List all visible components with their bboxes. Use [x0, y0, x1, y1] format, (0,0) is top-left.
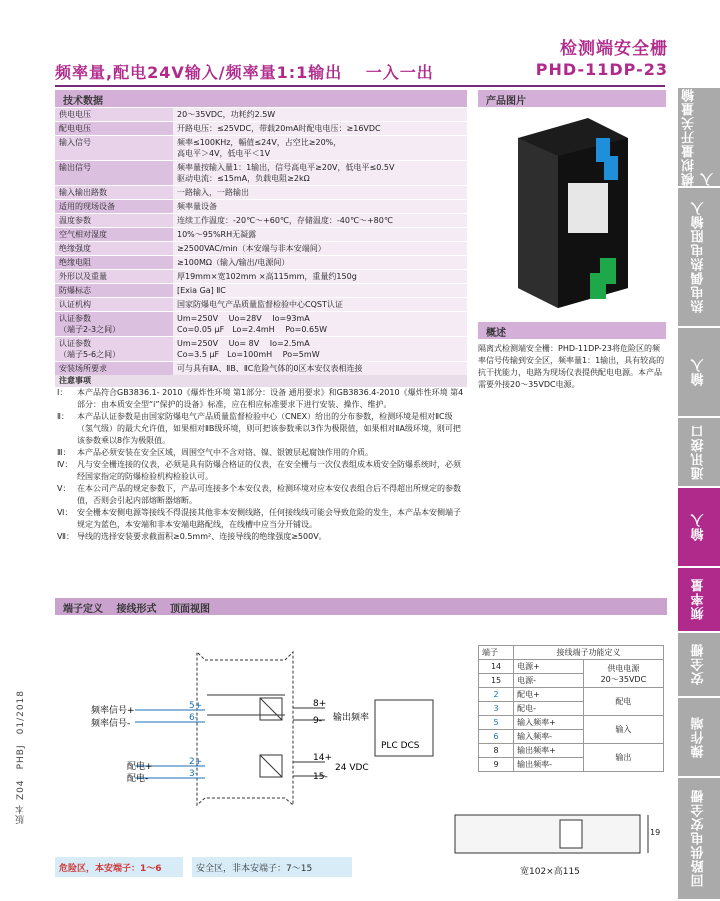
spec-value: 一路输入，一路输出 [173, 186, 467, 200]
diag-pd2: 配电- [127, 774, 149, 784]
hazardous-zone-note: 危险区，本安端子：1～6 [55, 857, 183, 877]
spec-row [55, 242, 467, 256]
term-no: 9 [479, 758, 514, 772]
spec-row [55, 161, 467, 186]
term-no: 5 [479, 716, 514, 730]
side-tab[interactable]: 热电偶热电阻输入 [678, 188, 720, 326]
spec-value: Um=250V Uo= 8V Io=2.5mA Co=3.5 μF Lo=100mH Po=5mW [173, 337, 467, 362]
spec-row [55, 312, 467, 337]
diag-out: 输出频率 [333, 713, 370, 723]
term-no: 14 [479, 660, 514, 674]
diag-t15: 15- [313, 772, 328, 782]
spec-key: 供电电压 [55, 108, 173, 122]
product-subtitle: 频率量,配电24V输入/频率量1:1输出 一入一出 [55, 63, 434, 82]
notes-heading: 注意事项 [55, 375, 467, 387]
note-number: Ⅶ： [57, 532, 74, 541]
note-number: Ⅴ： [57, 484, 71, 493]
diag-vdc: 24 VDC [335, 763, 369, 773]
spec-key: 适用的现场设备 [55, 200, 173, 214]
diag-t9: 9- [313, 716, 322, 726]
wiring-diagram [55, 640, 475, 850]
spec-key: 输入信号 [55, 136, 173, 161]
note-text: 本产品认证参数是由国家防爆电气产品质量监督检验中心（CNEX）给出的分布参数，检测环境是相对ⅡC级（氢气级）的最大允许值，如果相对ⅡB级环境，则可把该参数乘以3作为极限值，如果相对ⅡA级环境，则可把该参数乘以8作为极限值。 [77, 412, 461, 445]
term-no: 15 [479, 674, 514, 688]
spec-key: 温度参数 [55, 214, 173, 228]
term-func: 电源- [514, 674, 584, 688]
diag-t5: 5+ [189, 701, 203, 711]
spec-key: 绝缘电阻 [55, 256, 173, 270]
spec-row [55, 284, 467, 298]
spec-value: ≥2500VAC/min（本安端与非本安端间） [173, 242, 467, 256]
diag-t3: 3- [189, 769, 198, 779]
spec-row [55, 298, 467, 312]
category-title: 检测端安全栅 [560, 39, 668, 59]
spec-table [55, 108, 467, 376]
overview-header: 概述 [478, 322, 666, 339]
tech-data-header: 技术数据 [55, 90, 467, 107]
spec-value: 频率≤100KHz，幅值≤24V，占空比≥20%， 高电平＞4V，低电平＜1V [173, 136, 467, 161]
terminal-section-header: 端子定义 接线形式 顶面视图 [55, 598, 667, 615]
note-number: Ⅲ： [57, 448, 71, 457]
safe-zone-note: 安全区，非本安端子：7～15 [192, 857, 352, 877]
spec-value: 20～35VDC，功耗约2.5W [173, 108, 467, 122]
spec-value: Um=250V Uo=28V Io=93mA Co=0.05 μF Lo=2.4mH Po=0.65W [173, 312, 467, 337]
spec-value: 连续工作温度：-20℃～+60℃，存储温度：-40℃～+80℃ [173, 214, 467, 228]
spec-key: 认证参数 （端子5-6之间） [55, 337, 173, 362]
spec-row [55, 362, 467, 376]
side-tab[interactable]: 模拟量开关量输入 [678, 88, 720, 186]
terminal-table [478, 645, 664, 772]
term-func: 输入频率+ [514, 716, 584, 730]
spec-value: 频率量按输入量1：1输出，信号高电平≥20V，低电平≤0.5V 驱动电流：≤15mA，负载电阻≥2kΩ [173, 161, 467, 186]
note-item [55, 507, 467, 531]
note-item [55, 483, 467, 507]
spec-row [55, 108, 467, 122]
note-item [55, 411, 467, 447]
note-number: Ⅰ： [57, 388, 68, 397]
note-number: Ⅵ： [57, 508, 73, 517]
side-tab[interactable]: 频率量 [678, 568, 720, 631]
note-text: 本产品必须安装在安全区域，周围空气中不含对铬、镍、银镀层起腐蚀作用的介质。 [77, 448, 373, 457]
spec-key: 认证机构 [55, 298, 173, 312]
term-group: 供电电源 20～35VDC [583, 660, 663, 688]
term-no: 8 [479, 744, 514, 758]
note-text: 导线的选择安装要求截面积≥0.5mm²、连接导线的绝缘强度≥500V。 [77, 532, 327, 541]
product-image [478, 108, 666, 316]
note-text: 本产品符合GB3836.1- 2010《爆炸性环境 第1部分：设备 通用要求》和GB3836.4-2010《爆炸性环境 第4部分：由本质安全型“i”保护的设备》标准，应在相应标准要求下进行安装、操作、维护。 [77, 388, 464, 409]
spec-value: 开路电压：≤25VDC，带载20mA时配电电压：≥16VDC [173, 122, 467, 136]
product-image-header: 产品图片 [478, 90, 666, 107]
note-text: 安全栅本安侧电源等接线不得混接其他非本安侧线路，任何接线线可能会导致危险的发生，本产品本安侧端子规定为蓝色，本安端和非本安端电路配线，在线槽中应当分开铺设。 [77, 508, 461, 529]
spec-value: [Exia Ga] ⅡC [173, 284, 467, 298]
spec-row [55, 337, 467, 362]
side-tab[interactable]: 回路供电安全栅 [678, 778, 720, 899]
spec-key: 空气相对湿度 [55, 228, 173, 242]
spec-value: 10%～95%RH无凝露 [173, 228, 467, 242]
spec-key: 配电电压 [55, 122, 173, 136]
overview-text: 隔离式检测端安全栅：PHD-11DP-23将危险区的频率信号传输到安全区，频率量1：1输出，具有较高的抗干扰能力，电路为现场仪表提供配电电源。本产品需要外接20～35VDC电源。 [478, 344, 665, 389]
term-no: 6 [479, 730, 514, 744]
spec-value: 频率量设备 [173, 200, 467, 214]
spec-key: 认证参数 （端子2-3之间） [55, 312, 173, 337]
spec-key: 输出信号 [55, 161, 173, 186]
term-no: 3 [479, 702, 514, 716]
spec-key: 绝缘强度 [55, 242, 173, 256]
term-group: 输入 [583, 716, 663, 744]
note-item [55, 459, 467, 483]
note-number: Ⅳ： [57, 460, 73, 469]
diag-pd1: 配电+ [127, 762, 153, 772]
note-number: Ⅱ： [57, 412, 69, 421]
term-func: 输出频率+ [514, 744, 584, 758]
diag-t14: 14+ [313, 753, 332, 763]
side-tabs [678, 88, 720, 901]
note-text: 凡与安全栅连接的仪表，必须是具有防爆合格证的仪表，在安全栅与一次仪表组成本质安全防爆系统时，必须经国家指定的防爆检验机构检验认可。 [77, 460, 461, 481]
note-item [55, 531, 467, 543]
side-tab[interactable]: 操作端 [678, 698, 720, 776]
term-no: 2 [479, 688, 514, 702]
term-func: 输入频率- [514, 730, 584, 744]
side-tab[interactable]: 输入 [678, 328, 720, 416]
dimensions-label: 宽102×高115 [520, 867, 580, 877]
side-tab[interactable]: 输入 [678, 488, 720, 566]
spec-row [55, 122, 467, 136]
term-group: 配电 [583, 688, 663, 716]
spec-value: ≥100MΩ（输入/输出/电源间） [173, 256, 467, 270]
term-head: 接线端子功能定义 [514, 646, 664, 660]
note-item [55, 447, 467, 459]
diag-plc: PLC DCS [381, 741, 420, 751]
spec-row [55, 186, 467, 200]
spec-row [55, 270, 467, 284]
note-text: 在本公司产品的规定参数下，产品可连接多个本安仪表，检测环境对应本安仪表组合后不得超出所规定的参数值，否则会引起内部熔断器熔断。 [77, 484, 461, 505]
term-func: 配电- [514, 702, 584, 716]
term-func: 输出频率- [514, 758, 584, 772]
diag-t6: 6- [189, 713, 198, 723]
notes-section [55, 375, 467, 543]
diag-t8: 8+ [313, 699, 327, 709]
spec-value: 可与具有ⅡA、ⅡB、ⅡC危险气体的0区本安仪表相连接 [173, 362, 467, 376]
term-func: 配电+ [514, 688, 584, 702]
spec-row [55, 136, 467, 161]
spec-key: 防爆标志 [55, 284, 173, 298]
term-func: 电源+ [514, 660, 584, 674]
side-tab[interactable]: 安全栅 [678, 633, 720, 696]
header-rule [55, 85, 665, 87]
model-number: PHD-11DP-23 [535, 60, 668, 79]
top-view-drawing [450, 810, 660, 860]
version-info: 版本 Z04 PHBJ 01/2018 [16, 690, 26, 824]
spec-key: 输入输出路数 [55, 186, 173, 200]
term-group: 输出 [583, 744, 663, 772]
spec-value: 厚19mm×宽102mm ×高115mm，重量约150g [173, 270, 467, 284]
spec-key: 安装场所要求 [55, 362, 173, 376]
spec-row [55, 214, 467, 228]
spec-row [55, 228, 467, 242]
spec-key: 外形以及重量 [55, 270, 173, 284]
diag-in2: 频率信号- [91, 719, 131, 729]
term-head: 端子 [479, 646, 514, 660]
diag-t2: 2+ [189, 757, 203, 767]
side-tab[interactable]: 通讯接口 [678, 418, 720, 486]
spec-row [55, 200, 467, 214]
dim-side: 19 [650, 828, 661, 837]
note-item [55, 387, 467, 411]
spec-value: 国家防爆电气产品质量监督检验中心CQST认证 [173, 298, 467, 312]
spec-row [55, 256, 467, 270]
diag-in1: 频率信号+ [91, 706, 135, 716]
